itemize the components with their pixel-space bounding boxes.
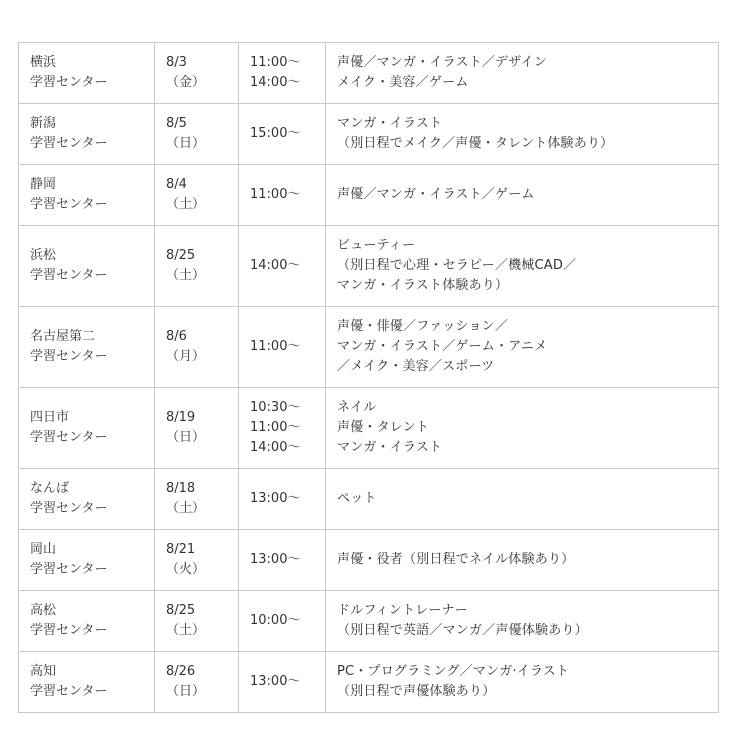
time-line: 11:00〜 xyxy=(250,55,301,70)
center-name-line: 浜松 xyxy=(30,248,57,263)
genre-cell xyxy=(326,388,719,469)
date-cell xyxy=(155,307,239,388)
genre-line: マンガ・イラスト xyxy=(337,116,443,131)
time-cell xyxy=(239,591,326,652)
center-name-cell xyxy=(19,43,155,104)
center-name-line: 学習センター xyxy=(30,349,108,364)
time-line: 11:00〜 xyxy=(250,420,301,435)
time-line: 10:30〜 xyxy=(250,400,301,415)
table-row xyxy=(19,307,719,388)
date-line: （日） xyxy=(166,430,206,445)
genre-line: （別日程で英語／マンガ／声優体験あり） xyxy=(337,623,588,638)
date-line: 8/4 xyxy=(166,177,187,192)
time-cell xyxy=(239,226,326,307)
center-name-line: 高松 xyxy=(30,603,57,618)
center-name-line: 学習センター xyxy=(30,268,108,283)
center-name-line: 高知 xyxy=(30,664,57,679)
time-line: 13:00〜 xyxy=(250,491,301,506)
genre-cell xyxy=(326,104,719,165)
center-name-line: 名古屋第二 xyxy=(30,329,96,344)
center-name-cell xyxy=(19,591,155,652)
genre-line: ビューティー xyxy=(337,238,416,253)
center-name-line: 新潟 xyxy=(30,116,57,131)
genre-line: 声優／マンガ・イラスト／ゲーム xyxy=(337,187,535,202)
date-line: （金） xyxy=(166,75,206,90)
table-row xyxy=(19,104,719,165)
table-row xyxy=(19,43,719,104)
date-line: （土） xyxy=(166,268,206,283)
genre-cell xyxy=(326,226,719,307)
center-name-line: 学習センター xyxy=(30,623,108,638)
date-line: 8/18 xyxy=(166,481,196,496)
genre-line: 声優・タレント xyxy=(337,420,430,435)
genre-line: 声優・俳優／ファッション／ xyxy=(337,319,509,334)
date-line: 8/6 xyxy=(166,329,187,344)
time-line: 14:00〜 xyxy=(250,75,301,90)
date-line: 8/21 xyxy=(166,542,196,557)
date-cell xyxy=(155,652,239,713)
date-cell xyxy=(155,591,239,652)
center-name-cell xyxy=(19,469,155,530)
date-line: （日） xyxy=(166,684,206,699)
time-cell xyxy=(239,43,326,104)
date-cell xyxy=(155,530,239,591)
genre-cell xyxy=(326,43,719,104)
time-cell xyxy=(239,104,326,165)
event-schedule-table xyxy=(18,42,719,713)
date-cell xyxy=(155,469,239,530)
genre-line: メイク・美容／ゲーム xyxy=(337,75,469,90)
center-name-line: 四日市 xyxy=(30,410,70,425)
date-cell xyxy=(155,104,239,165)
table-row xyxy=(19,652,719,713)
genre-line: 声優・役者（別日程でネイル体験あり） xyxy=(337,552,575,567)
time-cell xyxy=(239,307,326,388)
time-line: 15:00〜 xyxy=(250,126,301,141)
table-row xyxy=(19,226,719,307)
center-name-line: 静岡 xyxy=(30,177,57,192)
genre-cell xyxy=(326,652,719,713)
center-name-line: なんば xyxy=(30,481,70,496)
date-cell xyxy=(155,165,239,226)
time-cell xyxy=(239,530,326,591)
date-line: 8/25 xyxy=(166,603,196,618)
center-name-cell xyxy=(19,307,155,388)
date-line: （土） xyxy=(166,623,206,638)
genre-line: マンガ・イラスト xyxy=(337,440,443,455)
center-name-cell xyxy=(19,530,155,591)
date-line: 8/5 xyxy=(166,116,187,131)
time-cell xyxy=(239,469,326,530)
date-cell xyxy=(155,226,239,307)
genre-line: PC・プログラミング／マンガ·イラスト xyxy=(337,664,570,679)
genre-cell xyxy=(326,469,719,530)
center-name-line: 学習センター xyxy=(30,197,108,212)
genre-line: 声優／マンガ・イラスト／デザイン xyxy=(337,55,547,70)
table-row xyxy=(19,530,719,591)
genre-line: ネイル xyxy=(337,400,377,415)
center-name-line: 横浜 xyxy=(30,55,57,70)
date-line: 8/19 xyxy=(166,410,196,425)
date-line: （土） xyxy=(166,197,206,212)
date-line: （日） xyxy=(166,136,206,151)
center-name-line: 学習センター xyxy=(30,684,108,699)
time-cell xyxy=(239,165,326,226)
schedule-body xyxy=(19,43,719,713)
time-cell xyxy=(239,652,326,713)
genre-cell xyxy=(326,591,719,652)
time-line: 13:00〜 xyxy=(250,552,301,567)
date-line: 8/25 xyxy=(166,248,196,263)
table-row xyxy=(19,591,719,652)
time-line: 10:00〜 xyxy=(250,613,301,628)
time-line: 11:00〜 xyxy=(250,339,301,354)
center-name-line: 学習センター xyxy=(30,501,108,516)
center-name-line: 学習センター xyxy=(30,136,108,151)
genre-line: ／メイク・美容／スポーツ xyxy=(337,359,495,374)
table-row xyxy=(19,469,719,530)
time-line: 14:00〜 xyxy=(250,440,301,455)
time-line: 13:00〜 xyxy=(250,674,301,689)
time-line: 14:00〜 xyxy=(250,258,301,273)
genre-line: マンガ・イラスト／ゲーム・アニメ xyxy=(337,339,548,354)
genre-line: マンガ・イラスト体験あり） xyxy=(337,278,509,293)
center-name-line: 学習センター xyxy=(30,562,108,577)
date-line: （土） xyxy=(166,501,206,516)
date-line: 8/3 xyxy=(166,55,187,70)
table-row xyxy=(19,388,719,469)
genre-line: （別日程で声優体験あり） xyxy=(337,684,496,699)
time-line: 11:00〜 xyxy=(250,187,301,202)
genre-cell xyxy=(326,307,719,388)
date-cell xyxy=(155,43,239,104)
genre-line: （別日程でメイク／声優・タレント体験あり） xyxy=(337,136,614,151)
genre-line: ドルフィントレーナー xyxy=(337,603,468,618)
genre-cell xyxy=(326,530,719,591)
genre-line: ペット xyxy=(337,491,377,506)
date-line: 8/26 xyxy=(166,664,196,679)
genre-line: （別日程で心理・セラピー／機械CAD／ xyxy=(337,258,577,273)
center-name-line: 学習センター xyxy=(30,430,108,445)
center-name-cell xyxy=(19,104,155,165)
center-name-cell xyxy=(19,165,155,226)
center-name-line: 学習センター xyxy=(30,75,108,90)
time-cell xyxy=(239,388,326,469)
genre-cell xyxy=(326,165,719,226)
center-name-cell xyxy=(19,226,155,307)
date-line: （火） xyxy=(166,562,206,577)
center-name-cell xyxy=(19,652,155,713)
date-cell xyxy=(155,388,239,469)
center-name-line: 岡山 xyxy=(30,542,57,557)
date-line: （月） xyxy=(166,349,206,364)
center-name-cell xyxy=(19,388,155,469)
table-row xyxy=(19,165,719,226)
